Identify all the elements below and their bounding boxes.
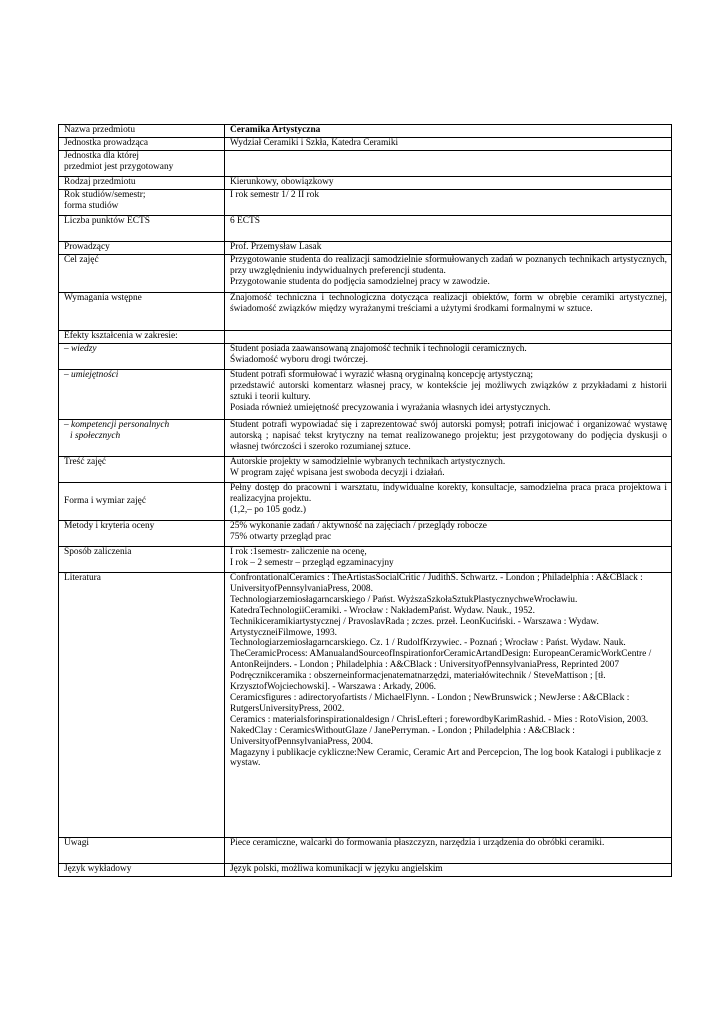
value-literatura — [225, 573, 672, 838]
label-rok — [59, 190, 225, 216]
literature-item: Magazyny i publikacje cykliczne:New Ceramic, Ceramic Art and Percepcion, The log book Katalogi i publikacje z wystaw. — [230, 747, 662, 769]
label-ects: Liczba punktów ECTS — [59, 216, 225, 242]
literature-item: Ceramics : materialsforinspirationaldesign / ChrisLefteri ; forewordbyKarimRashid. - Mies : RotoVision, 2003. — [230, 714, 649, 725]
label-kompetencje-line2: i społecznych — [70, 430, 121, 441]
label-tresc: Treść zajęć — [59, 457, 225, 483]
row-forma — [59, 483, 672, 521]
value-sposob — [225, 547, 672, 573]
row-tresc — [59, 457, 672, 483]
row-literatura — [59, 573, 672, 838]
label-wiedzy: – wiedzy — [59, 344, 225, 370]
label-nazwa: Nazwa przedmiotu — [59, 125, 225, 138]
row-wiedzy — [59, 344, 672, 370]
value-cel — [225, 255, 672, 293]
literature-item: Technikiceramikiartystycznej / PravoslavRada ; zczes. przeł. LeonKuciński. - Warszawa : Wydaw. ArtystyczneiFilmowe, 1993. — [230, 616, 599, 638]
value-metody — [225, 521, 672, 547]
row-efekty — [59, 331, 672, 344]
value-wiedzy — [225, 344, 672, 370]
value-sposob-p2: I rok – 2 semestr – przegląd egzaminacyjny — [230, 557, 394, 568]
row-umiejetnosci — [59, 370, 672, 420]
value-kompetencje: Student potrafi wypowiadać się i zaprezentować swój autorski pomysł; potrafi inicjować i organizować wystawę autorską ; napisać tekst krytyczny na temat realizowanego projektu; jest przygotowany do podjęcia dyskusji o własnej twórczości i szeroko rozumianej sztuce. — [225, 420, 672, 457]
literature-item: Technologiarzemiosłagarncarskiego / Państ. WyższaSzkołaSztukPlastycznychweWrocławiu. KatedraTechnologiiCeramiki. - Wrocław : NakłademPańst. Wydaw. Nauk., 1952. — [230, 594, 578, 616]
label-jezyk: Język wykładowy — [59, 864, 225, 877]
label-rodzaj: Rodzaj przedmiotu — [59, 177, 225, 190]
value-tresc — [225, 457, 672, 483]
value-metody-p1: 25% wykonanie zadań / aktywność na zajęciach / przeglądy robocze — [230, 521, 487, 531]
row-rok — [59, 190, 672, 216]
label-dla-ktorej — [59, 151, 225, 177]
label-jednostka: Jednostka prowadząca — [59, 138, 225, 151]
value-jednostka: Wydział Ceramiki i Szkła, Katedra Ceramiki — [225, 138, 672, 151]
value-wiedzy-p2: Świadomość wyboru drogi twórczej. — [230, 354, 368, 365]
value-rodzaj: Kierunkowy, obowiązkowy — [225, 177, 672, 190]
value-tresc-p1: Autorskie projekty w samodzielnie wybranych technikach artystycznych. — [230, 457, 506, 467]
value-rok: I rok semestr 1/ 2 II rok — [225, 190, 672, 216]
value-ects: 6 ECTS — [225, 216, 672, 242]
row-jednostka — [59, 138, 672, 151]
label-literatura: Literatura — [59, 573, 225, 838]
value-forma-p2: (1,2,– po 105 godz.) — [230, 504, 307, 515]
row-uwagi — [59, 838, 672, 864]
label-wymagania: Wymagania wstępne — [59, 293, 225, 331]
label-prowadzacy: Prowadzący — [59, 242, 225, 255]
row-sposob — [59, 547, 672, 573]
value-wymagania: Znajomość techniczna i technologiczna dotycząca realizacji obiektów, form w obrębie ceramiki artystycznej, świadomość związków między wyrażanymi treściami a użytymi środkami formalnymi w sztuce. — [225, 293, 672, 331]
label-forma: Forma i wymiar zajęć — [59, 483, 225, 521]
value-forma — [225, 483, 672, 521]
label-efekty: Efekty kształcenia w zakresie: — [59, 331, 225, 344]
value-umiejetnosci — [225, 370, 672, 420]
value-umiejetnosci-p3: Posiada również umiejętność precyzowania i wyrażania własnych idei artystycznych. — [230, 402, 551, 413]
label-dla-ktorej-line2: przedmiot jest przygotowany — [64, 161, 174, 172]
literature-item: TheCeramicProcess: AManualandSourceofInspirationforCeramicArtandDesign: EuropeanCeramicWorkCentre / AntonReijnders. - London ; Philadelphia : A&CBlack : UniversityofPennsylvaniaPress, Reprinted 2007 — [230, 649, 652, 671]
value-umiejetnosci-p2: przedstawić autorski komentarz własnej pracy, w kontekście jej możliwych związków z przykładami z historii sztuki i teorii kultury. — [230, 380, 667, 402]
row-cel — [59, 255, 672, 293]
syllabus-table — [58, 124, 672, 877]
value-jezyk: Język polski, możliwa komunikacji w języku angielskim — [225, 864, 672, 877]
row-jezyk — [59, 864, 672, 877]
value-prowadzacy: Prof. Przemysław Lasak — [225, 242, 672, 255]
label-dla-ktorej-line1: Jednostka dla której — [64, 151, 139, 161]
label-uwagi: Uwagi — [59, 838, 225, 864]
label-umiejetnosci: – umiejętności — [59, 370, 225, 420]
label-sposob: Sposób zaliczenia — [59, 547, 225, 573]
value-tresc-p2: W program zajęć wpisana jest swoboda decyzji i działań. — [230, 467, 445, 478]
row-nazwa — [59, 125, 672, 138]
value-efekty — [225, 331, 672, 344]
label-cel: Cel zajęć — [59, 255, 225, 293]
row-dla-ktorej — [59, 151, 672, 177]
value-dla-ktorej — [225, 151, 672, 177]
value-nazwa: Ceramika Artystyczna — [225, 125, 672, 138]
value-sposob-p1: I rok :1semestr- zaliczenie na ocenę, — [230, 547, 367, 557]
label-kompetencje — [59, 420, 225, 457]
row-wymagania — [59, 293, 672, 331]
row-metody — [59, 521, 672, 547]
literature-item: Ceramicsfigures : adirectoryofartists / MichaelFlynn. - London ; NewBrunswick ; NewJerse : A&CBlack : RutgersUniversityPress, 2002. — [230, 692, 630, 714]
value-wiedzy-p1: Student posiada zaawansowaną znajomość technik i technologii ceramicznych. — [230, 344, 527, 354]
value-forma-p1: Pełny dostęp do pracowni i warsztatu, indywidualne korekty, konsultacje, samodzielna praca praca projektowa i realizacyjna projektu. — [230, 483, 667, 504]
row-kompetencje — [59, 420, 672, 457]
literature-item: ConfrontationalCeramics : TheArtistasSocialCritic / JudithS. Schwartz. - London ; Philadelphia : A&CBlack : UniversityofPennsylvaniaPress, 2008. — [230, 573, 643, 594]
label-rok-line1: Rok studiów/semestr; — [64, 190, 146, 200]
literature-item: Podręcznikceramika : obszerneinformacjenatematnarzędzi, materiałówitechnik / SteveMattison ; [tł. KrzysztofWojciechowski]. - Warszawa : Arkady, 2006. — [230, 671, 606, 693]
row-ects — [59, 216, 672, 242]
value-umiejetnosci-p1: Student potrafi sformułować i wyrazić własną oryginalną koncepcję artystyczną; — [230, 370, 534, 380]
row-rodzaj — [59, 177, 672, 190]
row-prowadzacy — [59, 242, 672, 255]
label-metody: Metody i kryteria oceny — [59, 521, 225, 547]
value-metody-p2: 75% otwarty przegląd prac — [230, 531, 332, 542]
literature-item: Technologiarzemiosłagarncarskiego. Cz. 1 / RudolfKrzywiec. - Poznań ; Wrocław : Państ. Wydaw. Nauk. — [230, 638, 626, 649]
value-uwagi: Piece ceramiczne, walcarki do formowania płaszczyzn, narzędzia i urządzenia do obróbki ceramiki. — [225, 838, 672, 864]
value-cel-p2: Przygotowanie studenta do podjęcia samodzielnej pracy w zawodzie. — [230, 276, 490, 287]
value-cel-p1: Przygotowanie studenta do realizacji samodzielnie sformułowanych zadań w poznanych technikach artystycznych, przy uwzględnieniu indywidualnych preferencji studenta. — [230, 255, 667, 276]
literature-item: NakedClay : CeramicsWithoutGlaze / JanePerryman. - London ; Philadelphia : A&CBlack : UniversityofPennsylvaniaPress, 2004. — [230, 725, 575, 747]
label-rok-line2: forma studiów — [64, 200, 119, 211]
label-kompetencje-line1: – kompetencji personalnych — [64, 420, 170, 430]
